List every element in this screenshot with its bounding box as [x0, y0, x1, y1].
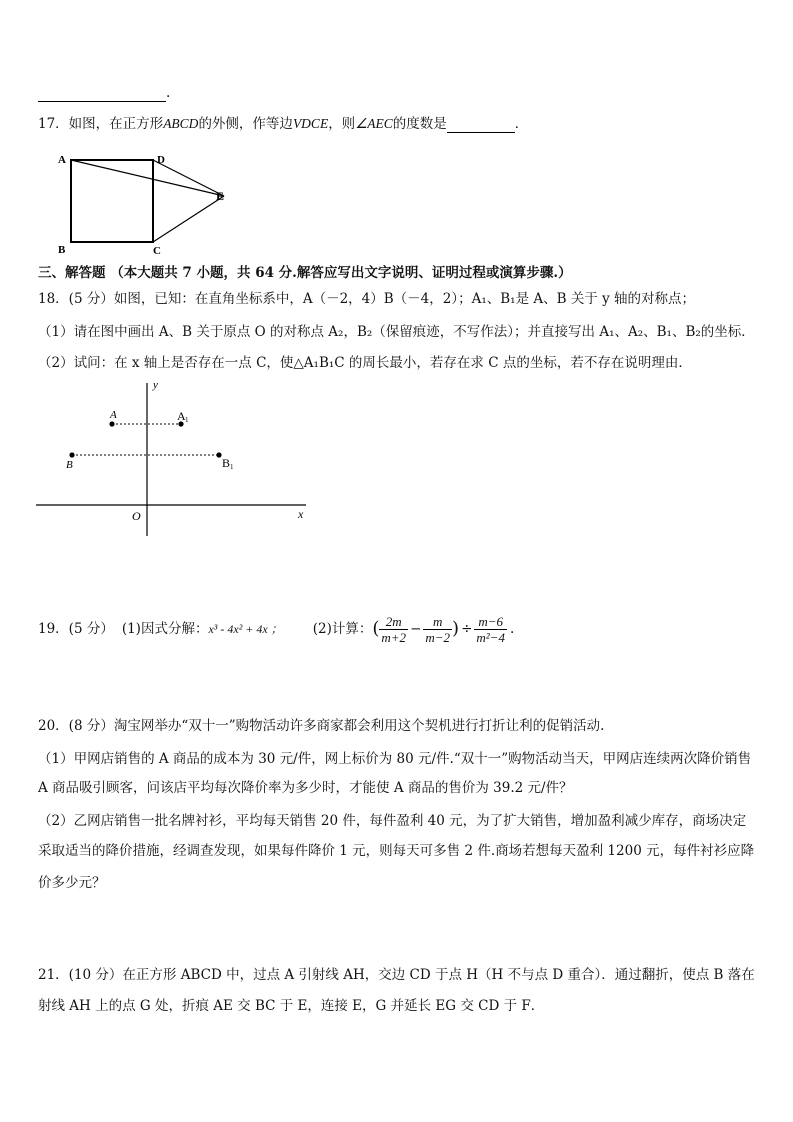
fraction-3-numerator: m−6: [478, 613, 503, 629]
previous-answer-blank: [38, 84, 170, 102]
question-18-line-2: （1）请在图中画出 A、B 关于原点 O 的对称点 A₂，B₂（保留痕迹，不写作法）；并直接写出 A₁、A₂、B₁、B₂的坐标．: [38, 324, 755, 340]
x-axis-label: x: [298, 507, 304, 521]
origin-label: O: [132, 509, 141, 523]
q19-fraction-3: [474, 614, 507, 645]
q19-fraction-2: [423, 614, 452, 645]
label-a: A: [58, 154, 66, 166]
q17-figure: [54, 150, 244, 260]
q19-part-2-label: (2)计算：: [312, 621, 373, 637]
segment-ae: [71, 160, 224, 196]
answer-blank: [38, 86, 166, 102]
q19-fraction-1: [379, 614, 408, 645]
point-b1: [216, 452, 221, 457]
label-b: B: [58, 244, 66, 256]
question-21-line-2: 射线 AH 上的点 G 处，折痕 AE 交 BC 于 E，连接 E，G 并延长 EG 交 CD 于 F．: [38, 998, 545, 1014]
q17-tail-text: 的度数是: [392, 116, 447, 132]
q17-end: ．: [514, 116, 529, 132]
point-b: [69, 452, 74, 457]
question-17: [38, 115, 528, 133]
q17-square-label: ABCD: [163, 116, 199, 131]
label-a1: A: [177, 409, 186, 423]
question-20-line-4: （2）乙网店销售一批名牌衬衫，平均每天销售 20 件，每件盈利 40 元，为了扩大销售，增加盈利减少库存，商场决定: [38, 813, 747, 829]
question-19: [38, 609, 514, 649]
question-20-line-6: 价多少元？: [38, 875, 106, 891]
question-20-line-1: 20．(8 分）淘宝网举办“双十一”购物活动许多商家都会利用这个契机进行打折让利的促销活动.: [38, 718, 605, 734]
question-20-line-5: 采取适当的降价措施，经调查发现，如果每件降价 1 元，则每天可多售 2 件.商场若想每天盈利 1200 元，每件衬衫应降: [38, 843, 755, 859]
square-abcd: [71, 160, 153, 242]
blank-dot: .: [166, 85, 171, 101]
question-18-line-3: （2）试问：在 x 轴上是否存在一点 C，使△A₁B₁C 的周长最小，若存在求 C 点的坐标，若不存在说明理由．: [38, 355, 692, 371]
q19-divide: ÷: [461, 621, 473, 637]
q17-text-2: ，则: [328, 116, 356, 132]
fraction-2-numerator: m: [433, 613, 443, 629]
q19-end: .: [509, 621, 515, 637]
label-a1-sub: 1: [185, 416, 189, 424]
q17-answer-blank: [447, 118, 515, 133]
q19-close-paren: ): [452, 618, 460, 639]
q17-triangle-label: VDCE: [292, 116, 329, 131]
q17-text: 的外侧，作等边: [198, 116, 293, 132]
fraction-1-denominator: m+2: [381, 629, 407, 645]
fraction-3-denominator: m²−4: [476, 629, 505, 645]
fraction-2-denominator: m−2: [425, 629, 451, 645]
section-3-title: 三、解答题 （本大题共 7 小题，共 64 分.解答应写出文字说明、证明过程或演算步骤.）: [38, 265, 572, 281]
label-b1: B: [222, 456, 231, 470]
label-d: D: [157, 154, 165, 166]
q17-number-text: 17．如图，在正方形: [38, 116, 164, 132]
q19-minus: −: [410, 621, 422, 637]
segment-ce: [153, 196, 224, 242]
q17-angle-label: ∠AEC: [355, 116, 393, 131]
label-b1-sub: 1: [230, 463, 234, 471]
question-20-line-2: （1）甲网店销售的 A 商品的成本为 30 元/件，网上标价为 80 元/件.“双十一”购物活动当天，甲网店连续两次降价销售: [38, 751, 752, 767]
q19-number: 19．(5 分）: [38, 621, 114, 637]
q19-open-paren: (: [372, 618, 380, 639]
question-21-line-1: 21．(10 分）在正方形 ABCD 中，过点 A 引射线 AH，交边 CD 于点 H（H 不与点 D 重合）．通过翻折，使点 B 落在: [38, 967, 755, 983]
fraction-1-numerator: 2m: [385, 613, 402, 629]
question-18-line-1: 18．(5 分）如图，已知：在直角坐标系中，A（－2，4）B（－4，2）；A₁、B₁是 A、B 关于 y 轴的对称点；: [38, 291, 696, 307]
question-20-line-3: A 商品吸引顾客，问该店平均每次降价率为多少时，才能使 A 商品的售价为 39.2 元/件？: [38, 780, 573, 796]
label-c: C: [153, 245, 161, 257]
q19-part-1-label: (1)因式分解：: [121, 621, 209, 637]
label-e: E: [216, 189, 225, 203]
y-axis-label: y: [153, 379, 158, 391]
q19-expression-1: x³ - 4x² + 4x ；: [208, 622, 283, 636]
label-a: A: [110, 409, 117, 421]
q18-coordinate-figure: [36, 378, 316, 540]
point-a: [109, 421, 114, 426]
label-b: B: [66, 459, 73, 471]
